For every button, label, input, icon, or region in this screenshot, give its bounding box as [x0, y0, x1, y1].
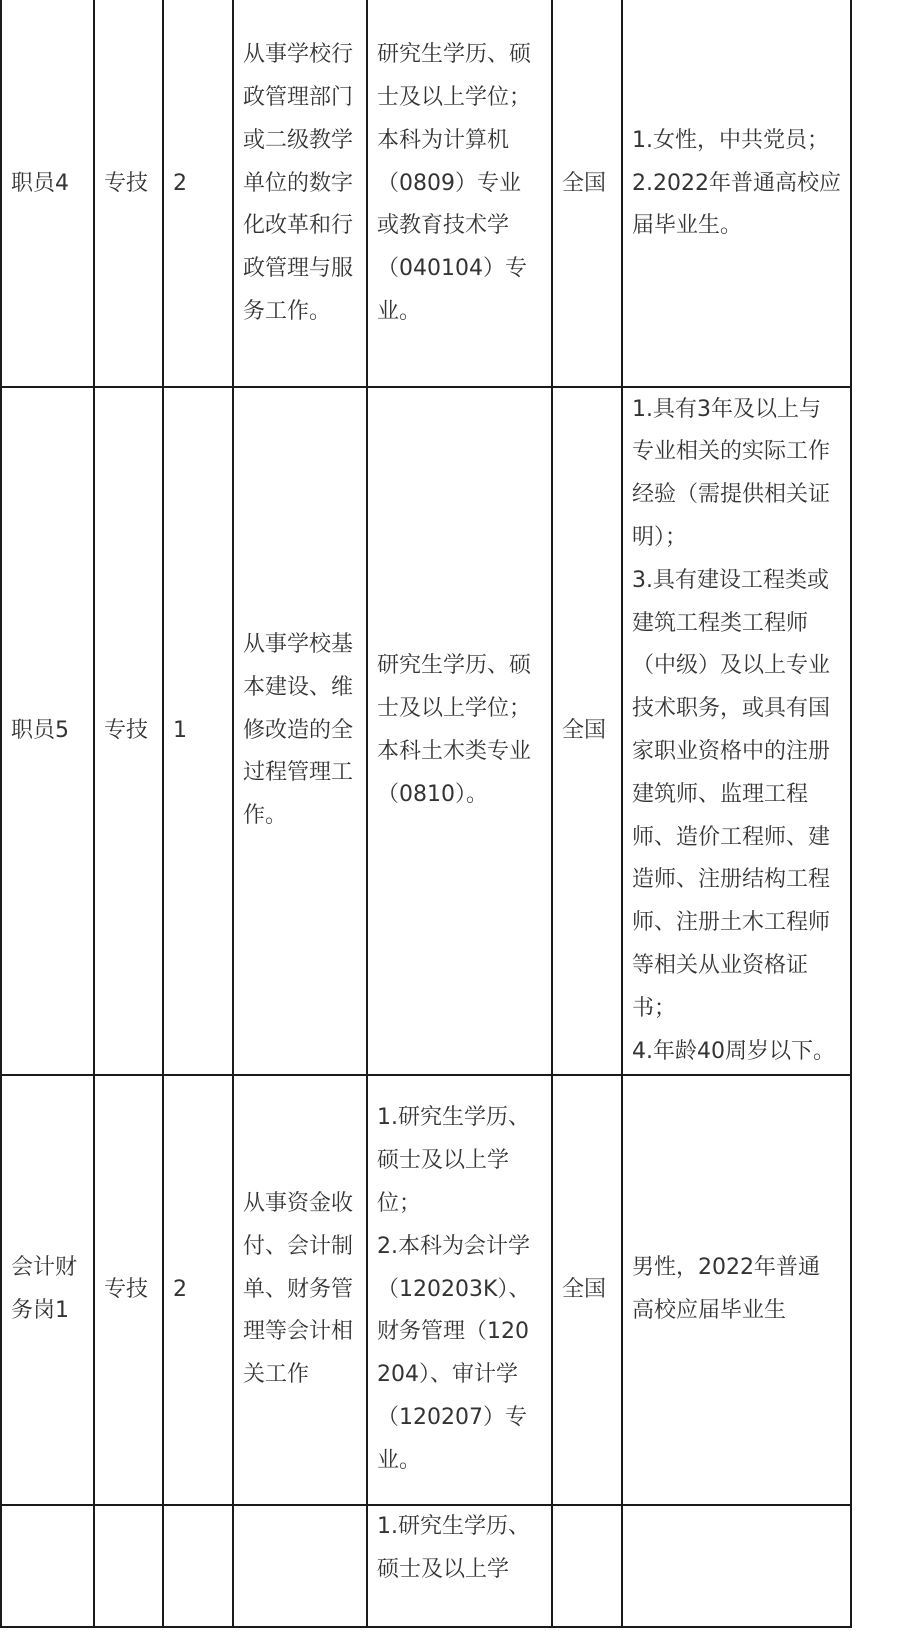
duties-cell — [233, 1505, 367, 1627]
position-cell: 会计财务岗1 — [1, 1075, 94, 1505]
category-cell: 专技 — [94, 387, 163, 1075]
education-line: 1.研究生学历、硕士及以上学位； — [377, 1105, 530, 1216]
count-cell — [163, 1505, 233, 1627]
scope-cell: 全国 — [552, 387, 622, 1075]
scope-cell: 全国 — [552, 1075, 622, 1505]
education-cell — [367, 1505, 552, 1627]
education-cell — [367, 1075, 552, 1505]
requirement-line: 1.具有3年及以上与专业相关的实际工作经验（需提供相关证明）； — [632, 396, 831, 551]
table-row — [1, 1075, 851, 1505]
requirements-cell — [622, 1505, 851, 1627]
education-line: 1.研究生学历、硕士及以上学 — [377, 1514, 530, 1582]
category-cell: 专技 — [94, 0, 163, 387]
requirements-cell — [622, 387, 851, 1075]
requirement-line: 男性，2022年普通高校应届毕业生 — [632, 1255, 820, 1323]
table-row — [1, 0, 851, 387]
position-cell: 职员5 — [1, 387, 94, 1075]
requirement-line: 4.年龄40周岁以下。 — [632, 1038, 835, 1064]
count-cell: 1 — [163, 387, 233, 1075]
requirement-line: 3.具有建设工程类或建筑工程类工程师（中级）及以上专业技术职务，或具有国家职业资格中的注册建筑师、监理工程师、造价工程师、建造师、注册结构工程师、注册土木工程师等相关从业资格证书； — [632, 567, 831, 1021]
education-cell: 研究生学历、硕士及以上学位；本科为计算机（0809）专业或教育技术学（040104）专业。 — [367, 0, 552, 387]
category-cell: 专技 — [94, 1075, 163, 1505]
table-row — [1, 387, 851, 1075]
education-cell: 研究生学历、硕士及以上学位；本科土木类专业（0810）。 — [367, 387, 552, 1075]
duties-cell: 从事学校基本建设、维修改造的全过程管理工作。 — [233, 387, 367, 1075]
requirements-cell — [622, 0, 851, 387]
duties-cell: 从事学校行政管理部门或二级教学单位的数字化改革和行政管理与服务工作。 — [233, 0, 367, 387]
count-cell: 2 — [163, 0, 233, 387]
requirements-cell — [622, 1075, 851, 1505]
position-cell: 职员4 — [1, 0, 94, 387]
scope-cell: 全国 — [552, 0, 622, 387]
requirement-line: 1.女性，中共党员； — [632, 127, 829, 153]
scope-cell — [552, 1505, 622, 1627]
table-row — [1, 1505, 851, 1627]
count-cell: 2 — [163, 1075, 233, 1505]
education-line: 2.本科为会计学（120203K）、财务管理（120204）、审计学（120207）专业。 — [377, 1233, 531, 1473]
category-cell — [94, 1505, 163, 1627]
duties-cell: 从事资金收付、会计制单、财务管理等会计相关工作 — [233, 1075, 367, 1505]
requirement-line: 2.2022年普通高校应届毕业生。 — [632, 170, 841, 239]
position-cell — [1, 1505, 94, 1627]
